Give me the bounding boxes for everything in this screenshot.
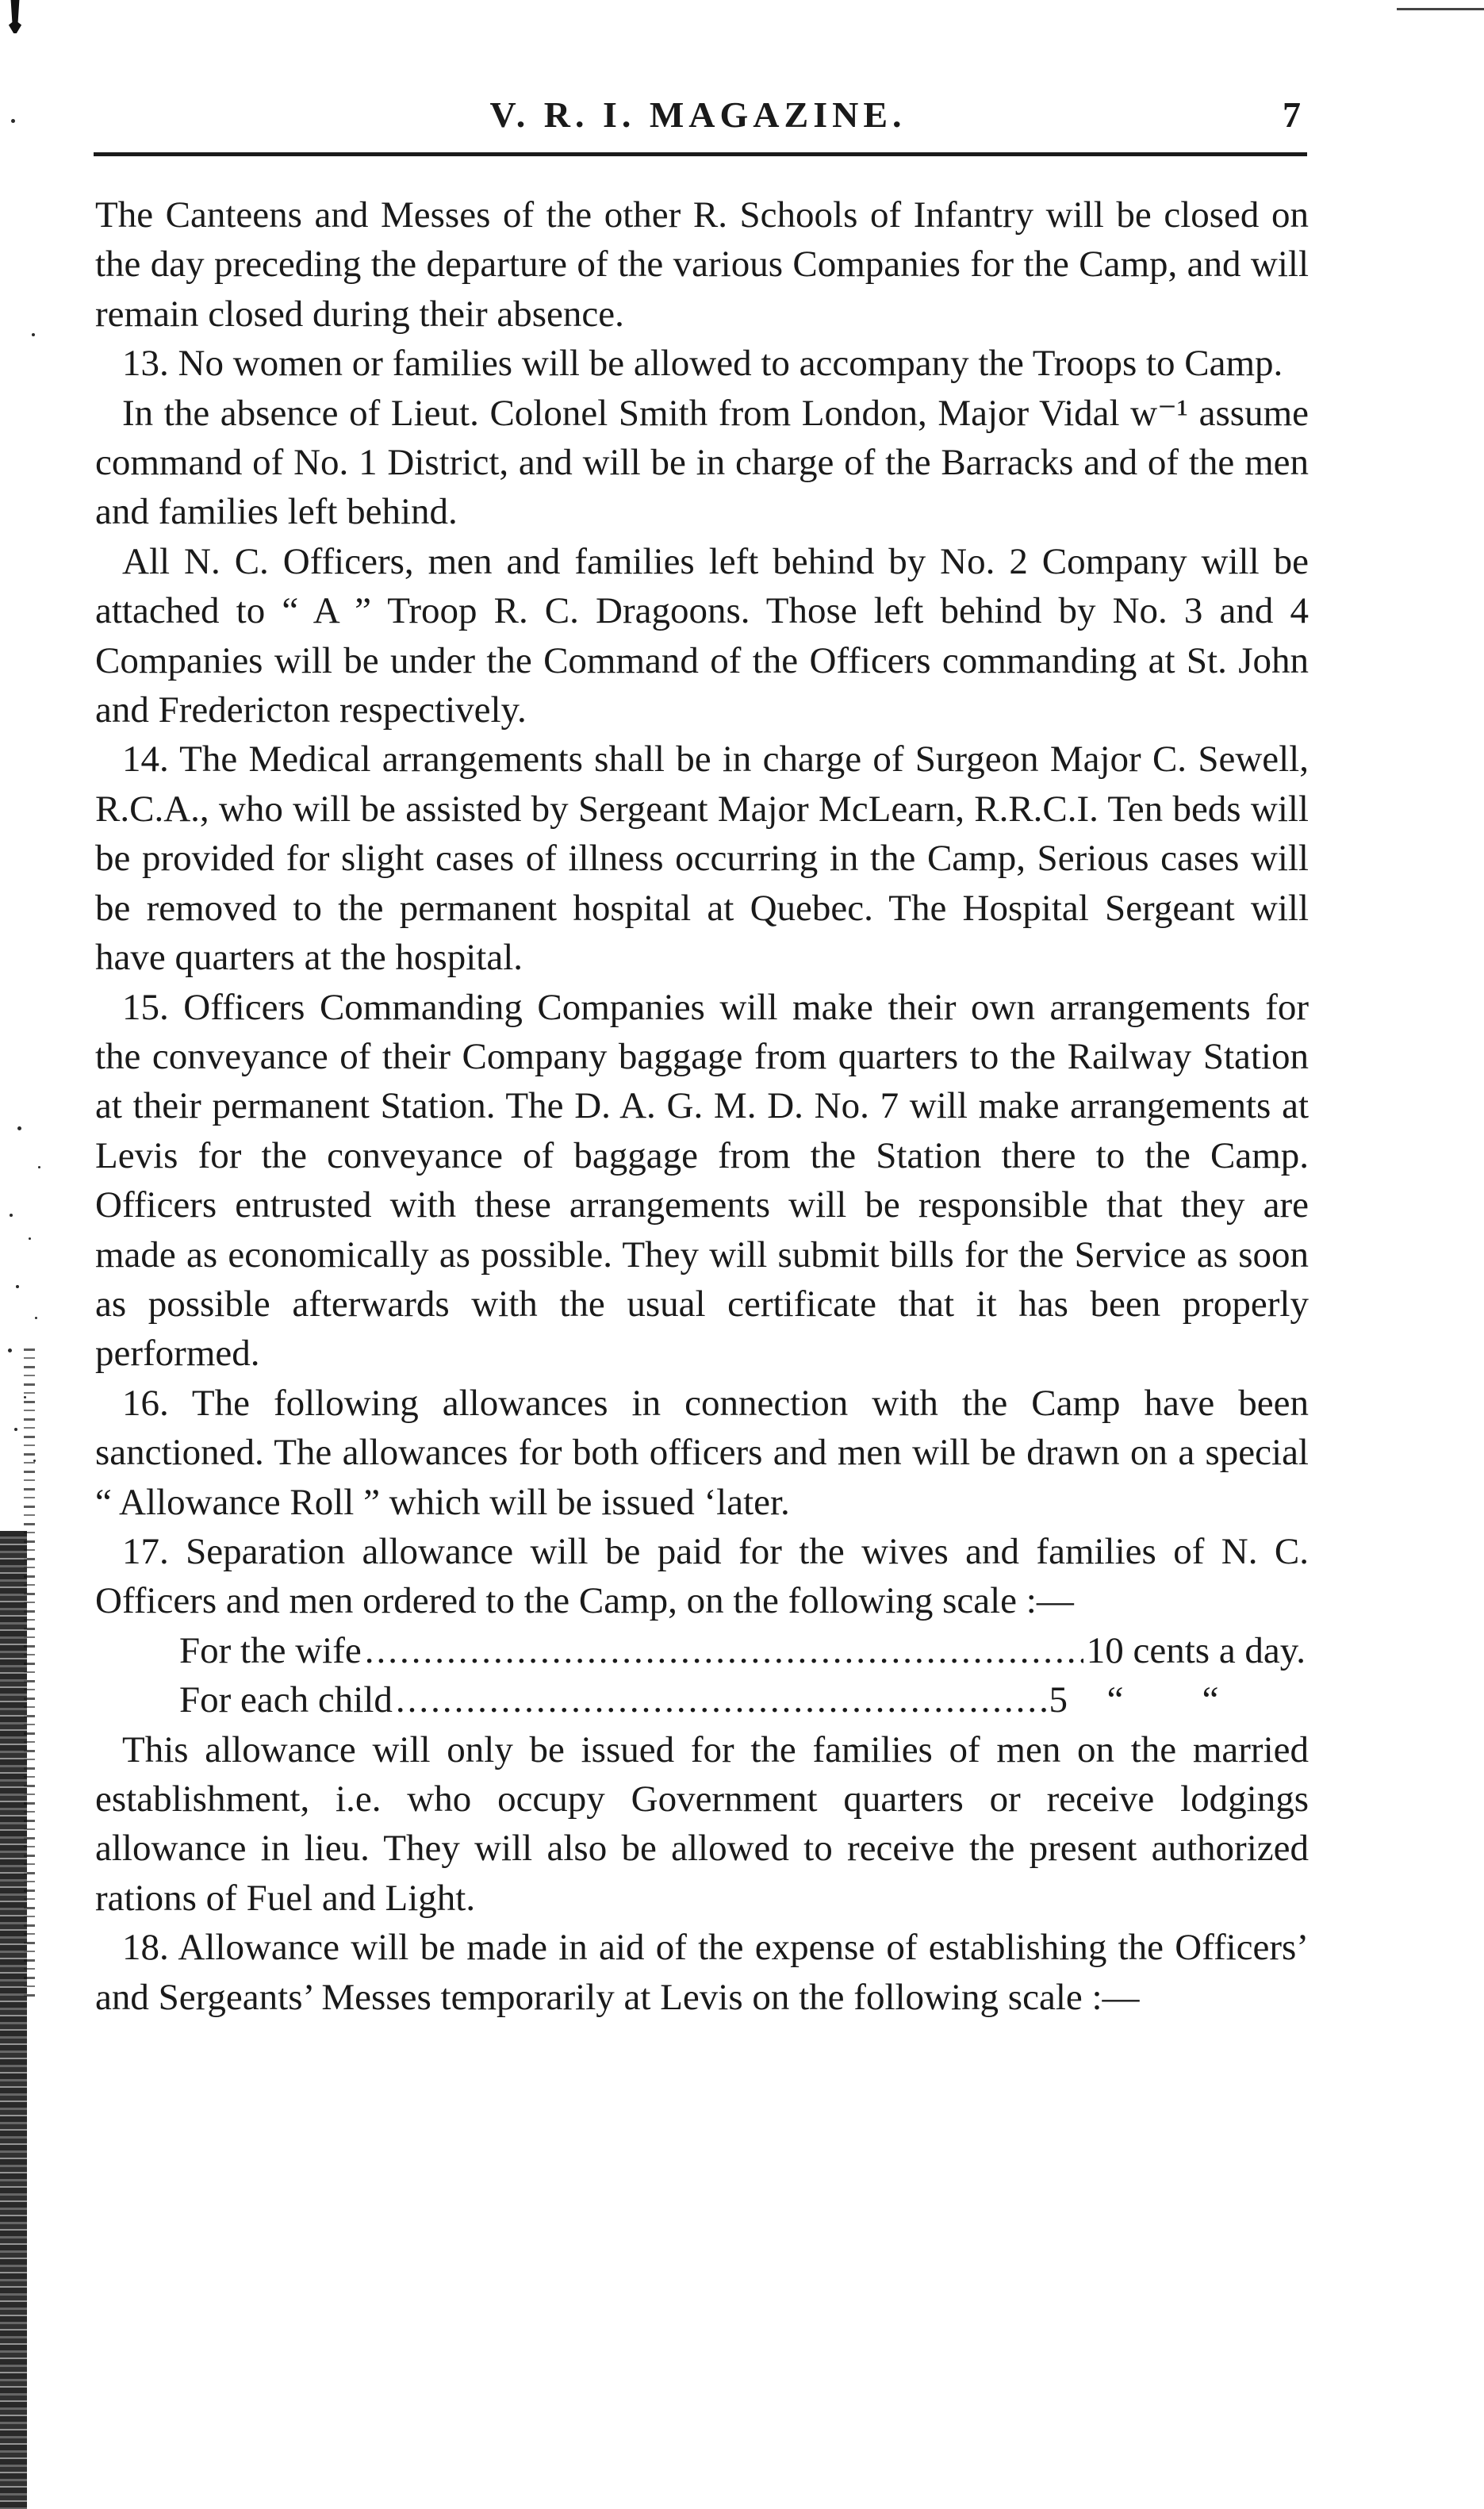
magazine-title: V. R. I. MAGAZINE. xyxy=(489,94,907,135)
running-header xyxy=(95,94,1301,149)
scan-speck xyxy=(33,1460,36,1462)
paragraph: 15. Officers Commanding Companies will make their own arrangements for the conveyance of their Company baggage from quarters to the Railway Station at their permanent Station. The D. A. G. M. D. No. 7 will make arrangements at Levis for the conveyance of baggage from the Station there to the Camp. Officers entrusted with these arrangements will be responsible that they are made as economically as possible. They will submit bills for the Service as soon as possible afterwards with the usual certificate that it has been properly performed. xyxy=(95,986,1309,1375)
article-body xyxy=(95,190,1309,2022)
header-rule xyxy=(94,152,1307,156)
scale-label: For each child xyxy=(179,1679,393,1721)
binding-mark xyxy=(8,0,22,56)
page-number: 7 xyxy=(1283,94,1301,135)
scale-value: 10 cents a day. xyxy=(1086,1629,1306,1671)
paragraph: The Canteens and Messes of the other R. Schools of Infantry will be closed on the day preceding the departure of the various Companies for the Camp, and will remain closed during their absence. xyxy=(95,194,1309,335)
scan-speck xyxy=(24,1396,26,1398)
binding-shadow xyxy=(0,1531,27,2509)
scan-speck xyxy=(17,1126,21,1130)
scan-speck xyxy=(16,1285,19,1288)
scale-row-child xyxy=(95,1675,1306,1724)
scan-speck xyxy=(14,1428,17,1431)
allowance-scale xyxy=(95,1626,1309,1725)
binding-edge xyxy=(0,0,48,2509)
scan-speck xyxy=(11,119,15,123)
scan-speck xyxy=(8,1348,12,1352)
ditto-mark: “ xyxy=(1202,1679,1219,1721)
dot-leader xyxy=(365,1626,1083,1675)
paragraph: 18. Allowance will be made in aid of the expense of establishing the Officers’ and Sergeants’ Messes temporarily at Levis on the following scale :— xyxy=(95,1927,1309,2018)
paragraph: In the absence of Lieut. Colonel Smith from London, Major Vidal w⁻¹ assume command of No. 1 District, and will be in charge of the Barracks and of the men and families left behind. xyxy=(95,392,1309,533)
scale-row-wife xyxy=(95,1626,1306,1675)
paragraph: All N. C. Officers, men and families left behind by No. 2 Company will be attached to “ A ” Troop R. C. Dragoons. Those left behind by No. 3 and 4 Companies will be under the Command of the Officers commanding at St. John and Fredericton respectively. xyxy=(95,540,1309,731)
scan-speck xyxy=(32,333,35,336)
ditto-mark: “ xyxy=(1106,1679,1124,1721)
paragraph: This allowance will only be issued for the families of men on the married establishment, i.e. who occupy Government quarters or receive lodgings allowance in lieu. They will also be allowed to receive the present authorized rations of Fuel and Light. xyxy=(95,1728,1309,1919)
paragraph: 13. No women or families will be allowed to accompany the Troops to Camp. xyxy=(122,343,1283,385)
scale-value: 5 xyxy=(1049,1679,1068,1721)
scan-speck xyxy=(38,1166,40,1168)
scan-speck xyxy=(29,1237,31,1240)
paragraph: 14. The Medical arrangements shall be in charge of Surgeon Major C. Sewell, R.C.A., who will be assisted by Sergeant Major McLearn, R.R.C.I. Ten beds will be provided for slight cases of illness occurring in the Camp, Serious cases will be removed to the permanent hospital at Quebec. The Hospital Sergeant will have quarters at the hospital. xyxy=(95,739,1309,979)
paragraph: 16. The following allowances in connection with the Camp have been sanctioned. The allowances for both officers and men will be drawn on a special “ Allowance Roll ” which will be issued ‘later. xyxy=(95,1382,1309,1523)
paragraph: 17. Separation allowance will be paid for the wives and families of N. C. Officers and men ordered to the Camp, on the following scale :— xyxy=(95,1530,1309,1622)
scale-label: For the wife xyxy=(179,1629,362,1671)
scan-speck xyxy=(10,1214,13,1217)
scan-speck xyxy=(35,1317,37,1319)
corner-mark xyxy=(1397,8,1484,10)
dot-leader xyxy=(396,1675,1046,1724)
